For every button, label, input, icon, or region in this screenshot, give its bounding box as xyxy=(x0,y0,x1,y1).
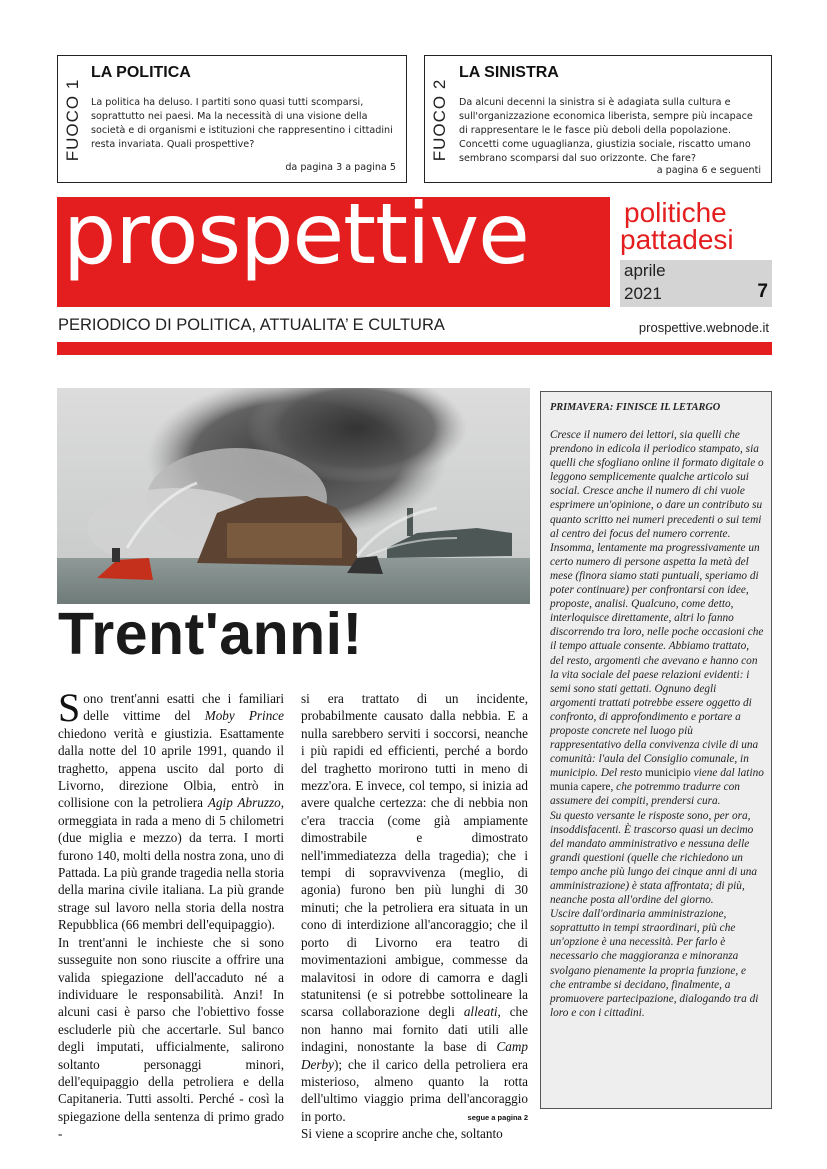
continues-link[interactable]: segue a pagina 2 xyxy=(467,1113,528,1122)
divider-bar xyxy=(57,342,772,355)
text-run: , che non hanno mai fornito dati utili alle indagini, nonostante la base di xyxy=(301,1004,528,1055)
focus-page-ref[interactable]: a pagina 6 e seguenti xyxy=(656,165,761,176)
focus-text: Da alcuni decenni la sinistra si è adagiata sulla cultura e sull'organizzazione economica liberista, sempre più incapace di rappresentare le le fasce più deboli della popolazione. Concetti come uguaglianza, giustizia sociale, riscatto umano sembrano scomparsi dal suo orizzonte. Che fare? xyxy=(459,97,753,164)
masthead-tagline: PERIODICO DI POLITICA, ATTUALITA’ E CULTURA xyxy=(58,316,445,334)
focus-text: La politica ha deluso. I partiti sono quasi tutti scomparsi, soprattutto nei paesi. Ma la necessità di una visione della società e di organismi e istituzioni che rappresentino i cittadini resta invariata. Quali prospettive? xyxy=(91,97,393,150)
focus-page-ref[interactable]: da pagina 3 a pagina 5 xyxy=(285,162,396,173)
text-run: , che potremmo tradurre con assumere dei compiti, prendersi cura. xyxy=(550,781,740,808)
focus-label: FUOCO 1 xyxy=(63,78,82,162)
article-headline: Trent'anni! xyxy=(58,601,363,667)
article-column-2 xyxy=(301,690,528,1143)
issue-number: 7 xyxy=(757,281,768,302)
editorial-paragraph xyxy=(550,428,764,809)
editorial-title: PRIMAVERA: FINISCE IL LETARGO xyxy=(550,402,721,413)
focus-label: FUOCO 2 xyxy=(430,78,449,162)
masthead-title: prospettive xyxy=(63,197,529,283)
text-run: ); che il carico della petroliera era misterioso, almeno quanto la rotta dell'ultimo viaggio prima dell'ancoraggio in porto. xyxy=(301,1056,528,1124)
text-run: viene dal latino xyxy=(690,767,764,780)
focus-title: LA SINISTRA xyxy=(459,64,559,81)
masthead-subtitle-line2: pattadesi xyxy=(620,224,734,255)
article-paragraph: Si viene a scoprire anche che, soltanto xyxy=(301,1126,503,1142)
latin-word: municipio xyxy=(644,767,691,780)
base-name: Camp Derby xyxy=(301,1039,528,1072)
emphasis: alleati xyxy=(463,1004,498,1020)
editorial-paragraph: Su questo versante le risposte sono, per ora, insoddisfacenti. È trascorso quasi un decimo del mandato amministrativo e nessuna delle grandi questioni (quelle che richiedono un tempo anche più lungo dei cinque anni di una amministrazione) è stata affrontata; di più, neanche posta all'ordine del giorno. xyxy=(550,809,758,907)
issue-date-box xyxy=(620,260,772,307)
focus-title: LA POLITICA xyxy=(91,64,191,81)
article-paragraph: In trent'anni le inchieste che si sono susseguite non sono riuscite a offrire una valida spiegazione dell'accaduto né a individuare le responsabilità. Anzi! In alcuni casi è parso che l'obiettivo fosse escluderle più che accertarle. Sul banco degli imputati, ufficialmente, salirono soltanto personaggi minori, dell'equipaggio della petroliera e della Capitaneria. Tutti assolti. Perché - così la spiegazione della sentenza di primo grado - xyxy=(58,934,284,1142)
text-run: , ormeggiata in rada a meno di 5 chilometri (due miglia e mezzo) da terra. I morti furono 140, molti della nostra zona, uno di Pattada. La più grande tragedia nella storia della marina civile italiana. La più grande strage sul lavoro nella storia della nostra Repubblica (66 membri dell'equipaggio). xyxy=(58,795,284,933)
text-run: si era trattato di un incidente, probabilmente causato dalla nebbia. E a nulla sarebbero serviti i soccorsi, neanche i più rapidi ed efficienti, perché a bordo del traghetto morirono tutti in meno di mezz'ora. E invece, col tempo, si inizia ad avere qualche certezza: che di nebbia non c'era traccia (come già ampiamente dimostrabile e dimostrato nell'immediatezza della tragedia); che i tempi di sopravvivenza (meglio, di agonia) furono ben più lunghi di 30 minuti; che la petroliera era situata in un cono di interdizione all'ancoraggio; che il porto di Livorno era teatro di movimentazioni ambigue, commesse da malavitosi in odore di camorra e dagli statunitensi (e si potrebbe sottolineare la scarsa collaborazione degli xyxy=(301,691,528,1020)
drop-cap: S xyxy=(58,685,81,730)
ship-fire-photo xyxy=(57,388,530,604)
issue-month: aprile xyxy=(624,261,666,280)
text-run: Cresce il numero dei lettori, sia quelli che prendono in edicola il periodico stampato, sia quelli che sfogliano online il formato digitale o leggono semplicemente qualche articolo sui social. Cresce anche il numero di chi vuole esprimere un'opinione, o dare un contributo su quanto scritto nei numeri precedenti o sui temi al centro dei focus del numero corrente. Insomma, lentamente ma progressivamente un certo numero di persone aspetta la metà del mese (finora siamo stati puntuali, speriamo di poter continuare) per confrontarsi con idee, proposte, analisi. Qualcuno, come detto, interloquisce direttamente, altri lo fanno discorrendo tra loro, nelle poche occasioni che il tempo attuale consente. Abbiamo trattato, del resto, argomenti che avevano e hanno con la vita sociale del paese relazioni evidenti: i semi sono stati gettati. Ognuno degli argomenti trattati potrebbe essere oggetto di confronto, di approfondimento e portare a proposte concrete nel luogo più rappresentativo della convivenza civile di una comunità: l'aula del Consiglio comunale, in municipio. Del resto xyxy=(550,429,764,780)
editorial-paragraph: Uscire dall'ordinaria amministrazione, soprattutto in tempi straordinari, più che un'opzione è una necessità. Per farlo è necessario che maggioranza e minoranza svolgano pienamente la propria funzione, e che entrambe si decidano, finalmente, a promuovere partecipazione, dialogando tra di loro e con i cittadini. xyxy=(550,908,759,1019)
masthead-banner xyxy=(57,197,610,307)
masthead-subtitle-line1: politiche xyxy=(624,197,727,228)
issue-year: 2021 xyxy=(624,284,662,303)
tanker-name: Agip Abruzzo xyxy=(207,795,281,811)
website-link[interactable]: prospettive.webnode.it xyxy=(638,320,769,335)
editorial-box xyxy=(540,391,772,1109)
text-run: ono trent'anni esatti che i familiari delle vittime del xyxy=(83,691,284,724)
photo-illustration xyxy=(57,388,530,604)
text-run: chiedono verità e giustizia. Esattamente dalla notte del 10 aprile 1991, quando il traghetto, appena uscito dal porto di Livorno, direzione Olbia, entrò in collisione con la petroliera xyxy=(58,725,284,811)
article-paragraph xyxy=(301,690,528,1125)
latin-phrase: munia capere xyxy=(550,781,611,794)
article-column-1 xyxy=(58,685,284,1143)
focus-box-politica xyxy=(57,55,407,183)
ship-name: Moby Prince xyxy=(204,708,284,724)
editorial-body xyxy=(550,428,764,1020)
focus-box-sinistra xyxy=(424,55,772,183)
article-paragraph xyxy=(58,685,284,934)
